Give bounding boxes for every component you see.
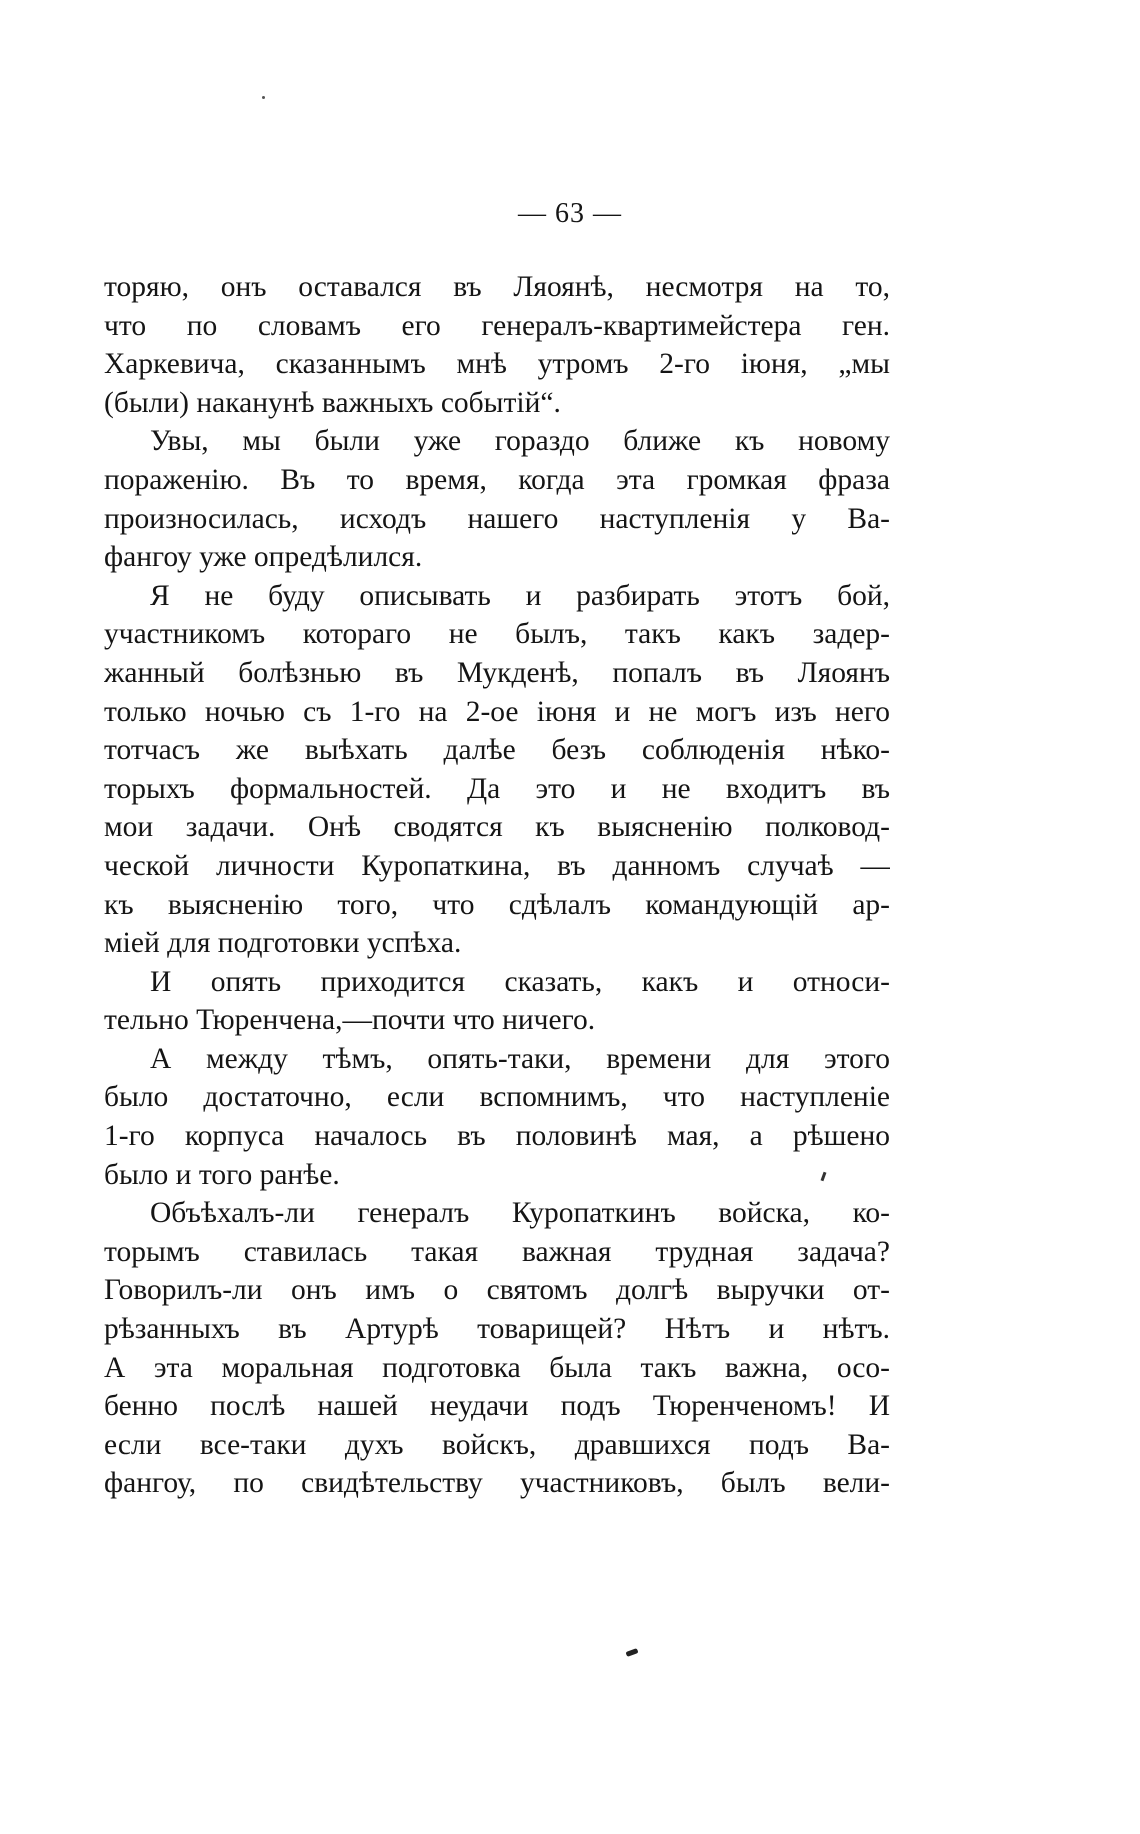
- text-line: Объѣхалъ-ли генералъ Куропаткинъ войска, ко-: [150, 1197, 890, 1230]
- text-line: тотчасъ же выѣхать далѣе безъ соблюденія нѣко-: [104, 734, 890, 767]
- text-line: И опять приходится сказать, какъ и относи-: [150, 965, 890, 998]
- text-line: ческой личности Куропаткина, въ данномъ случаѣ —: [104, 849, 890, 882]
- text-line: тельно Тюренчена,—почти что ничего.: [104, 1004, 596, 1037]
- text-line: Увы, мы были уже гораздо ближе къ новому: [150, 425, 890, 458]
- page-number: — 63 —: [518, 198, 622, 229]
- text-line: торыхъ формальностей. Да это и не входитъ въ: [104, 772, 890, 805]
- text-line: только ночью съ 1-го на 2-ое іюня и не могъ изъ него: [104, 695, 890, 728]
- text-line: торяю, онъ оставался въ Ляоянѣ, несмотря на то,: [104, 271, 890, 303]
- text-line: что по словамъ его генералъ-квартимейстера ген.: [104, 309, 890, 342]
- text-line: Я не буду описывать и разбирать этотъ бой,: [150, 579, 890, 612]
- scan-speck: [626, 1648, 639, 1657]
- text-line: А эта моральная подготовка была такъ важна, осо-: [104, 1351, 890, 1384]
- text-line: бенно послѣ нашей неудачи подъ Тюренченомъ! И: [104, 1390, 890, 1423]
- text-line: мои задачи. Онѣ сводятся къ выясненію полковод-: [104, 811, 890, 844]
- text-line: если все-таки духъ войскъ, дравшихся подъ Ва-: [104, 1428, 890, 1461]
- text-line: было достаточно, если вспомнимъ, что наступленіе: [104, 1081, 890, 1114]
- scan-speck: [262, 96, 265, 99]
- body-text: [104, 268, 890, 1503]
- text-line: пораженію. Въ то время, когда эта громкая фраза: [104, 463, 890, 496]
- text-line: міей для подготовки успѣха.: [104, 927, 462, 960]
- text-line: жанный болѣзнью въ Мукденѣ, попалъ въ Ляоянъ: [104, 656, 890, 689]
- text-line: 1-го корпуса началось въ половинѣ мая, а рѣшено: [104, 1120, 890, 1153]
- text-line: Говорилъ-ли онъ имъ о святомъ долгѣ выручки от-: [104, 1274, 890, 1307]
- text-line: фангоу, по свидѣтельству участниковъ, былъ вели-: [104, 1467, 890, 1500]
- text-line: участникомъ котораго не былъ, такъ какъ задер-: [104, 618, 890, 651]
- text-line: Харкевича, сказаннымъ мнѣ утромъ 2-го іюня, „мы: [104, 348, 890, 381]
- text-line: рѣзанныхъ въ Артурѣ товарищей? Нѣтъ и нѣтъ.: [104, 1313, 890, 1346]
- text-line: произносилась, исходъ нашего наступленія у Ва-: [104, 502, 890, 535]
- text-line: (были) наканунѣ важныхъ событій“.: [104, 386, 561, 419]
- text-line: фангоу уже опредѣлился.: [104, 541, 423, 574]
- text-line: къ выясненію того, что сдѣлалъ командующій ар-: [104, 888, 890, 921]
- text-line: А между тѣмъ, опять-таки, времени для этого: [150, 1042, 890, 1075]
- text-line: было и того ранѣе.: [104, 1158, 340, 1191]
- text-line: торымъ ставилась такая важная трудная задача?: [104, 1235, 890, 1268]
